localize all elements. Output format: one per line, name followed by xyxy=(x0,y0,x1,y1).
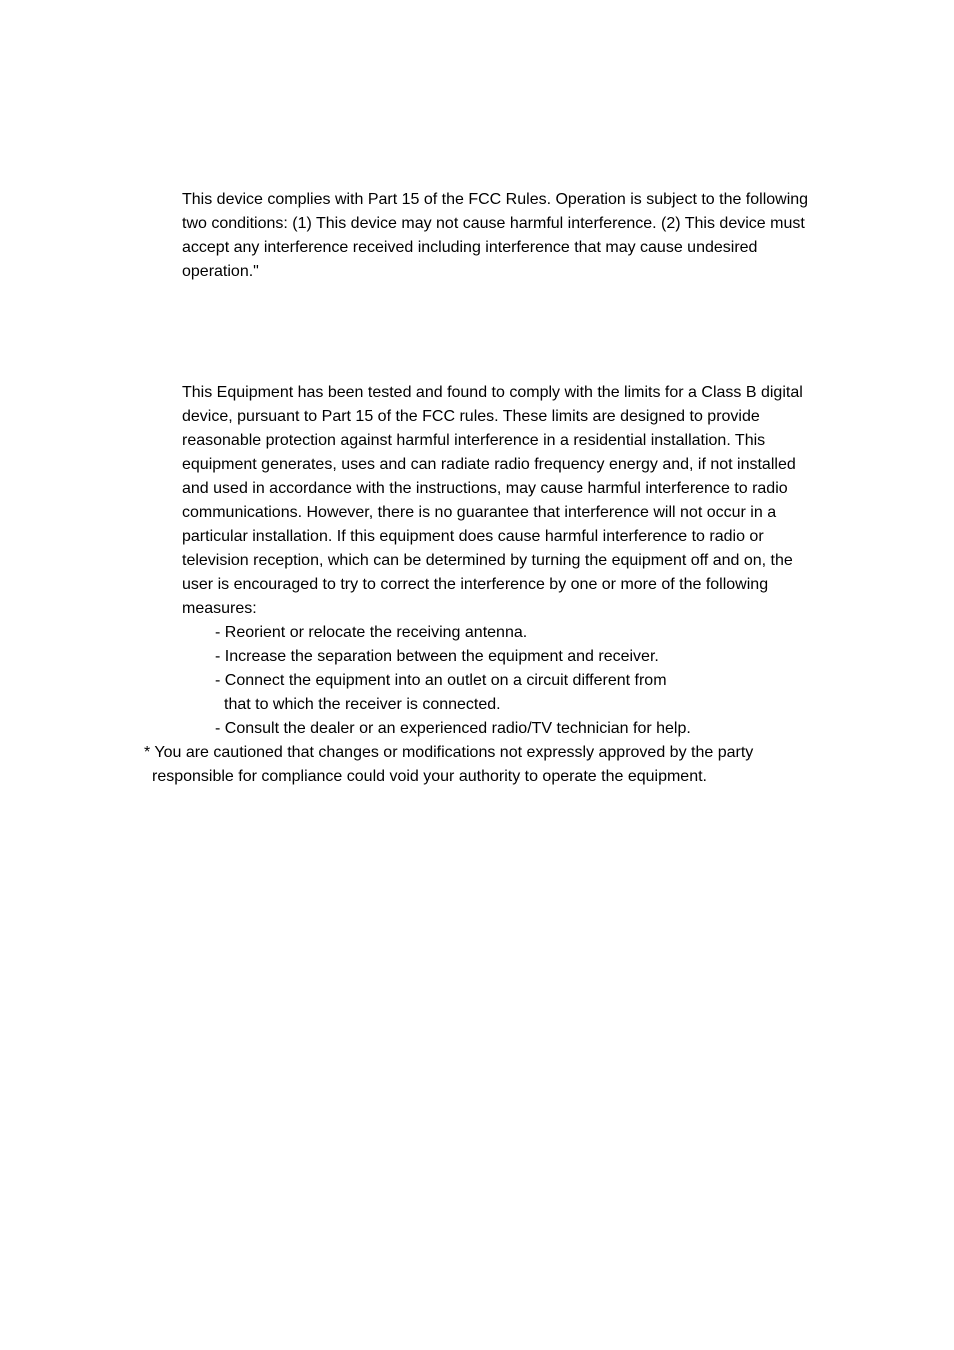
text-line: equipment generates, uses and can radiate radio frequency energy and, if not installed xyxy=(182,456,796,473)
text-line: This device complies with Part 15 of the FCC Rules. Operation is subject to the following xyxy=(182,191,809,208)
text-line: * You are cautioned that changes or modifications not expressly approved by the party xyxy=(144,744,754,761)
text-line: responsible for compliance could void your authority to operate the equipment. xyxy=(152,768,707,785)
text-line: measures: xyxy=(182,600,257,617)
list-item: - Reorient or relocate the receiving antenna. xyxy=(215,624,528,641)
list-item: - Connect the equipment into an outlet on a circuit different from xyxy=(215,672,667,689)
class-b-statement xyxy=(182,381,803,621)
list-item: - Consult the dealer or an experienced radio/TV technician for help. xyxy=(215,720,691,737)
fcc-compliance-statement xyxy=(182,188,808,284)
text-line: and used in accordance with the instructions, may cause harmful interference to radio xyxy=(182,480,788,497)
text-line: particular installation. If this equipment does cause harmful interference to radio or xyxy=(182,528,764,545)
text-line: This Equipment has been tested and found to comply with the limits for a Class B digital xyxy=(182,384,803,401)
text-line: communications. However, there is no guarantee that interference will not occur in a xyxy=(182,504,777,521)
text-line: accept any interference received including interference that may cause undesired xyxy=(182,239,758,256)
list-item: - Increase the separation between the equipment and receiver. xyxy=(215,648,659,665)
text-line: television reception, which can be determined by turning the equipment off and on, the xyxy=(182,552,793,569)
text-line: two conditions: (1) This device may not cause harmful interference. (2) This device must xyxy=(182,215,805,232)
text-line: reasonable protection against harmful interference in a residential installation. This xyxy=(182,432,766,449)
text-line: device, pursuant to Part 15 of the FCC rules. These limits are designed to provide xyxy=(182,408,760,425)
list-item-continuation: that to which the receiver is connected. xyxy=(224,696,501,713)
interference-measures-list xyxy=(215,621,691,741)
text-line: operation." xyxy=(182,263,259,280)
text-line: user is encouraged to try to correct the interference by one or more of the following xyxy=(182,576,769,593)
caution-note xyxy=(144,741,753,789)
